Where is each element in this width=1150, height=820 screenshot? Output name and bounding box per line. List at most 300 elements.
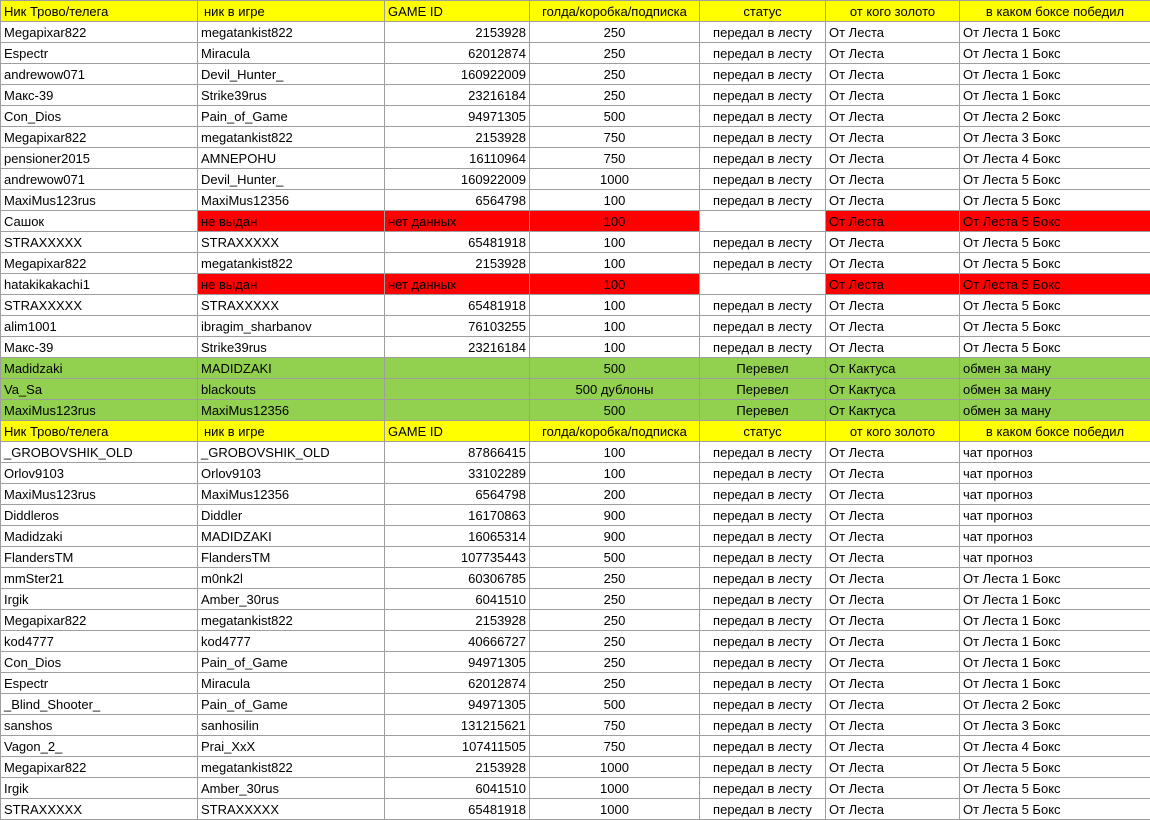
cell-game-nick[interactable]: Amber_30rus (198, 589, 385, 610)
cell-tracker-nick[interactable]: andrewow071 (1, 169, 198, 190)
cell-game-id[interactable]: 6564798 (385, 190, 530, 211)
cell-gold-source[interactable]: От Леста (826, 463, 960, 484)
cell-status[interactable]: передал в лесту (700, 505, 826, 526)
cell-tracker-nick[interactable]: Сашок (1, 211, 198, 232)
cell-game-nick[interactable]: megatankist822 (198, 22, 385, 43)
cell-game-id[interactable]: 87866415 (385, 442, 530, 463)
cell-tracker-nick[interactable]: Megapixar822 (1, 610, 198, 631)
cell-box-won[interactable]: От Леста 1 Бокс (960, 589, 1150, 610)
cell-game-id[interactable]: 6564798 (385, 484, 530, 505)
table-row (1, 400, 1150, 421)
cell-game-nick[interactable]: не выдан (198, 274, 385, 295)
cell-status[interactable]: передал в лесту (700, 484, 826, 505)
table-row (1, 631, 1150, 652)
cell-gold-source[interactable]: От Леста (826, 106, 960, 127)
cell-game-nick[interactable]: Prai_XxX (198, 736, 385, 757)
cell-game-id[interactable]: 6041510 (385, 778, 530, 799)
table-row (1, 211, 1150, 232)
header-cell-game-nick[interactable]: ник в игре (198, 421, 385, 442)
cell-gold-amount[interactable]: 500 (530, 547, 700, 568)
cell-status[interactable]: передал в лесту (700, 526, 826, 547)
cell-game-nick[interactable]: ibragim_sharbanov (198, 316, 385, 337)
cell-game-id[interactable]: 2153928 (385, 610, 530, 631)
cell-gold-source[interactable]: От Леста (826, 610, 960, 631)
cell-box-won[interactable]: чат прогноз (960, 463, 1150, 484)
header-cell-game-nick[interactable]: ник в игре (198, 1, 385, 22)
cell-status[interactable]: передал в лесту (700, 190, 826, 211)
cell-game-id[interactable]: нет данных (385, 211, 530, 232)
cell-box-won[interactable]: От Леста 1 Бокс (960, 631, 1150, 652)
cell-box-won[interactable]: От Леста 2 Бокс (960, 694, 1150, 715)
cell-gold-source[interactable]: От Леста (826, 589, 960, 610)
cell-tracker-nick[interactable]: Megapixar822 (1, 253, 198, 274)
cell-box-won[interactable]: чат прогноз (960, 526, 1150, 547)
cell-box-won[interactable]: От Леста 5 Бокс (960, 799, 1150, 820)
cell-game-nick[interactable]: не выдан (198, 211, 385, 232)
cell-tracker-nick[interactable]: Espectr (1, 673, 198, 694)
cell-game-nick[interactable]: Devil_Hunter_ (198, 169, 385, 190)
cell-box-won[interactable]: От Леста 5 Бокс (960, 190, 1150, 211)
cell-gold-amount[interactable]: 250 (530, 43, 700, 64)
cell-gold-source[interactable]: От Кактуса (826, 400, 960, 421)
cell-box-won[interactable]: От Леста 5 Бокс (960, 316, 1150, 337)
cell-status[interactable]: передал в лесту (700, 673, 826, 694)
table-row (1, 757, 1150, 778)
cell-status[interactable] (700, 274, 826, 295)
cell-gold-source[interactable]: От Леста (826, 169, 960, 190)
table-row (1, 715, 1150, 736)
cell-gold-amount[interactable]: 100 (530, 442, 700, 463)
cell-status[interactable]: Перевел (700, 358, 826, 379)
cell-game-id[interactable]: 160922009 (385, 169, 530, 190)
cell-box-won[interactable]: обмен за ману (960, 379, 1150, 400)
cell-game-id[interactable]: 94971305 (385, 106, 530, 127)
cell-game-nick[interactable]: MaxiMus12356 (198, 484, 385, 505)
table-row (1, 673, 1150, 694)
cell-tracker-nick[interactable]: andrewow071 (1, 64, 198, 85)
header-cell-tracker-nick[interactable]: Ник Трово/телега (1, 421, 198, 442)
cell-game-nick[interactable]: blackouts (198, 379, 385, 400)
cell-status[interactable]: передал в лесту (700, 22, 826, 43)
cell-gold-amount[interactable]: 500 дублоны (530, 379, 700, 400)
cell-tracker-nick[interactable]: Con_Dios (1, 106, 198, 127)
table-row (1, 169, 1150, 190)
cell-game-id[interactable]: 94971305 (385, 652, 530, 673)
cell-game-id[interactable]: 62012874 (385, 673, 530, 694)
header-row (1, 1, 1150, 22)
cell-status[interactable]: передал в лесту (700, 442, 826, 463)
cell-gold-source[interactable]: От Леста (826, 337, 960, 358)
cell-box-won[interactable]: От Леста 5 Бокс (960, 757, 1150, 778)
cell-gold-source[interactable]: От Леста (826, 85, 960, 106)
cell-game-nick[interactable]: MaxiMus12356 (198, 190, 385, 211)
cell-box-won[interactable]: чат прогноз (960, 547, 1150, 568)
cell-box-won[interactable]: От Леста 5 Бокс (960, 211, 1150, 232)
cell-status[interactable]: Перевел (700, 400, 826, 421)
cell-gold-amount[interactable]: 100 (530, 253, 700, 274)
cell-tracker-nick[interactable]: Irgik (1, 778, 198, 799)
cell-game-nick[interactable]: Strike39rus (198, 337, 385, 358)
header-cell-game-id[interactable]: GAME ID (385, 421, 530, 442)
cell-tracker-nick[interactable]: pensioner2015 (1, 148, 198, 169)
cell-box-won[interactable]: чат прогноз (960, 442, 1150, 463)
cell-game-nick[interactable]: FlandersTM (198, 547, 385, 568)
cell-tracker-nick[interactable]: alim1001 (1, 316, 198, 337)
cell-game-nick[interactable]: kod4777 (198, 631, 385, 652)
cell-status[interactable]: передал в лесту (700, 337, 826, 358)
header-cell-box-won[interactable]: в каком боксе победил (960, 1, 1150, 22)
cell-status[interactable]: передал в лесту (700, 568, 826, 589)
cell-game-nick[interactable]: Orlov9103 (198, 463, 385, 484)
table-row (1, 778, 1150, 799)
cell-status[interactable]: передал в лесту (700, 253, 826, 274)
cell-game-id[interactable]: 2153928 (385, 22, 530, 43)
cell-game-id[interactable]: 6041510 (385, 589, 530, 610)
header-cell-status[interactable]: статус (700, 421, 826, 442)
cell-gold-source[interactable]: От Леста (826, 295, 960, 316)
cell-status[interactable]: передал в лесту (700, 547, 826, 568)
cell-gold-amount[interactable]: 250 (530, 64, 700, 85)
table-row (1, 505, 1150, 526)
cell-gold-amount[interactable]: 500 (530, 358, 700, 379)
cell-status[interactable]: передал в лесту (700, 106, 826, 127)
cell-box-won[interactable]: От Леста 3 Бокс (960, 127, 1150, 148)
cell-gold-source[interactable]: От Кактуса (826, 358, 960, 379)
cell-gold-amount[interactable]: 900 (530, 505, 700, 526)
cell-game-id[interactable]: 62012874 (385, 43, 530, 64)
cell-gold-amount[interactable]: 250 (530, 589, 700, 610)
cell-tracker-nick[interactable]: Orlov9103 (1, 463, 198, 484)
cell-game-nick[interactable]: sanhosilin (198, 715, 385, 736)
header-cell-tracker-nick[interactable]: Ник Трово/телега (1, 1, 198, 22)
cell-gold-amount[interactable]: 500 (530, 694, 700, 715)
cell-gold-source[interactable]: От Леста (826, 736, 960, 757)
cell-gold-source[interactable]: От Леста (826, 148, 960, 169)
cell-box-won[interactable]: От Леста 5 Бокс (960, 169, 1150, 190)
cell-status[interactable]: передал в лесту (700, 85, 826, 106)
cell-gold-source[interactable]: От Леста (826, 715, 960, 736)
header-cell-status[interactable]: статус (700, 1, 826, 22)
table-row (1, 799, 1150, 820)
cell-gold-source[interactable]: От Леста (826, 253, 960, 274)
cell-gold-amount[interactable]: 250 (530, 85, 700, 106)
cell-tracker-nick[interactable]: Espectr (1, 43, 198, 64)
cell-status[interactable]: передал в лесту (700, 652, 826, 673)
cell-game-id[interactable]: 2153928 (385, 127, 530, 148)
cell-game-nick[interactable]: Miracula (198, 43, 385, 64)
cell-status[interactable]: передал в лесту (700, 64, 826, 85)
cell-gold-source[interactable]: От Леста (826, 757, 960, 778)
cell-tracker-nick[interactable]: Megapixar822 (1, 757, 198, 778)
cell-gold-amount[interactable]: 1000 (530, 757, 700, 778)
cell-game-nick[interactable]: Amber_30rus (198, 778, 385, 799)
cell-tracker-nick[interactable]: kod4777 (1, 631, 198, 652)
header-cell-gold-amount[interactable]: голда/коробка/подписка (530, 1, 700, 22)
header-cell-game-id[interactable]: GAME ID (385, 1, 530, 22)
cell-tracker-nick[interactable]: STRAXXXXX (1, 232, 198, 253)
cell-box-won[interactable]: чат прогноз (960, 484, 1150, 505)
cell-tracker-nick[interactable]: Madidzaki (1, 526, 198, 547)
cell-game-id[interactable]: 2153928 (385, 253, 530, 274)
table-row (1, 484, 1150, 505)
cell-tracker-nick[interactable]: MaxiMus123rus (1, 400, 198, 421)
cell-tracker-nick[interactable]: Макс-39 (1, 337, 198, 358)
cell-tracker-nick[interactable]: Con_Dios (1, 652, 198, 673)
cell-game-nick[interactable]: STRAXXXXX (198, 295, 385, 316)
table-row (1, 127, 1150, 148)
cell-game-nick[interactable]: megatankist822 (198, 253, 385, 274)
cell-game-nick[interactable]: STRAXXXXX (198, 799, 385, 820)
table-row (1, 295, 1150, 316)
cell-tracker-nick[interactable]: Megapixar822 (1, 127, 198, 148)
cell-box-won[interactable]: От Леста 5 Бокс (960, 253, 1150, 274)
cell-game-nick[interactable]: megatankist822 (198, 127, 385, 148)
cell-status[interactable]: передал в лесту (700, 295, 826, 316)
cell-gold-amount[interactable]: 100 (530, 463, 700, 484)
cell-game-id[interactable]: 16110964 (385, 148, 530, 169)
cell-game-id[interactable]: 94971305 (385, 694, 530, 715)
cell-game-id[interactable]: 76103255 (385, 316, 530, 337)
cell-box-won[interactable]: От Леста 2 Бокс (960, 106, 1150, 127)
cell-gold-amount[interactable]: 1000 (530, 169, 700, 190)
header-cell-gold-source[interactable]: от кого золото (826, 1, 960, 22)
cell-box-won[interactable]: обмен за ману (960, 400, 1150, 421)
cell-tracker-nick[interactable]: hatakikakachi1 (1, 274, 198, 295)
cell-game-id[interactable]: нет данных (385, 274, 530, 295)
cell-gold-amount[interactable]: 100 (530, 211, 700, 232)
cell-box-won[interactable]: От Леста 1 Бокс (960, 568, 1150, 589)
cell-tracker-nick[interactable]: MaxiMus123rus (1, 190, 198, 211)
cell-game-nick[interactable]: MADIDZAKI (198, 526, 385, 547)
header-cell-box-won[interactable]: в каком боксе победил (960, 421, 1150, 442)
cell-tracker-nick[interactable]: Diddleros (1, 505, 198, 526)
table-row (1, 85, 1150, 106)
cell-gold-source[interactable]: От Леста (826, 442, 960, 463)
cell-game-id[interactable]: 16065314 (385, 526, 530, 547)
cell-game-id[interactable]: 40666727 (385, 631, 530, 652)
cell-tracker-nick[interactable]: Irgik (1, 589, 198, 610)
cell-gold-amount[interactable]: 750 (530, 127, 700, 148)
cell-game-id[interactable]: 23216184 (385, 337, 530, 358)
cell-gold-source[interactable]: От Леста (826, 568, 960, 589)
cell-gold-amount[interactable]: 1000 (530, 799, 700, 820)
cell-game-id[interactable]: 65481918 (385, 295, 530, 316)
cell-game-nick[interactable]: MADIDZAKI (198, 358, 385, 379)
cell-gold-amount[interactable]: 750 (530, 715, 700, 736)
cell-gold-amount[interactable]: 200 (530, 484, 700, 505)
cell-gold-source[interactable]: От Леста (826, 505, 960, 526)
cell-box-won[interactable]: От Леста 1 Бокс (960, 85, 1150, 106)
cell-gold-source[interactable]: От Леста (826, 64, 960, 85)
cell-gold-amount[interactable]: 900 (530, 526, 700, 547)
cell-box-won[interactable]: От Леста 3 Бокс (960, 715, 1150, 736)
cell-gold-source[interactable]: От Леста (826, 652, 960, 673)
header-cell-gold-source[interactable]: от кого золото (826, 421, 960, 442)
cell-gold-source[interactable]: От Леста (826, 274, 960, 295)
cell-box-won[interactable]: От Леста 5 Бокс (960, 337, 1150, 358)
cell-status[interactable]: передал в лесту (700, 694, 826, 715)
table-row (1, 379, 1150, 400)
cell-game-nick[interactable]: Devil_Hunter_ (198, 64, 385, 85)
cell-gold-source[interactable]: От Леста (826, 211, 960, 232)
cell-game-nick[interactable]: AMNEPOHU (198, 148, 385, 169)
cell-game-id[interactable]: 23216184 (385, 85, 530, 106)
cell-game-nick[interactable]: _GROBOVSHIK_OLD (198, 442, 385, 463)
cell-gold-source[interactable]: От Леста (826, 22, 960, 43)
cell-game-id[interactable]: 60306785 (385, 568, 530, 589)
cell-status[interactable]: передал в лесту (700, 631, 826, 652)
cell-box-won[interactable]: От Леста 5 Бокс (960, 778, 1150, 799)
cell-gold-amount[interactable]: 100 (530, 274, 700, 295)
table-row (1, 316, 1150, 337)
cell-status[interactable]: передал в лесту (700, 589, 826, 610)
cell-status[interactable]: передал в лесту (700, 316, 826, 337)
cell-gold-amount[interactable]: 1000 (530, 778, 700, 799)
cell-box-won[interactable]: От Леста 1 Бокс (960, 22, 1150, 43)
cell-box-won[interactable]: От Леста 4 Бокс (960, 736, 1150, 757)
table-row (1, 736, 1150, 757)
cell-status[interactable]: передал в лесту (700, 757, 826, 778)
cell-tracker-nick[interactable]: Madidzaki (1, 358, 198, 379)
cell-game-id[interactable]: 107735443 (385, 547, 530, 568)
spreadsheet-body (1, 1, 1150, 820)
cell-status[interactable]: передал в лесту (700, 799, 826, 820)
cell-box-won[interactable]: От Леста 4 Бокс (960, 148, 1150, 169)
cell-game-nick[interactable]: Miracula (198, 673, 385, 694)
cell-gold-amount[interactable]: 100 (530, 232, 700, 253)
cell-game-nick[interactable]: m0nk2l (198, 568, 385, 589)
cell-game-id[interactable]: 131215621 (385, 715, 530, 736)
cell-gold-source[interactable]: От Леста (826, 526, 960, 547)
cell-gold-amount[interactable]: 100 (530, 316, 700, 337)
cell-gold-amount[interactable]: 100 (530, 190, 700, 211)
cell-gold-amount[interactable]: 250 (530, 610, 700, 631)
cell-box-won[interactable]: От Леста 1 Бокс (960, 652, 1150, 673)
cell-gold-amount[interactable]: 750 (530, 148, 700, 169)
cell-game-id[interactable] (385, 358, 530, 379)
cell-tracker-nick[interactable]: _GROBOVSHIK_OLD (1, 442, 198, 463)
cell-gold-source[interactable]: От Леста (826, 190, 960, 211)
cell-gold-source[interactable]: От Леста (826, 694, 960, 715)
table-row (1, 64, 1150, 85)
cell-game-nick[interactable]: megatankist822 (198, 610, 385, 631)
cell-game-id[interactable]: 33102289 (385, 463, 530, 484)
cell-status[interactable]: передал в лесту (700, 232, 826, 253)
cell-gold-source[interactable]: От Леста (826, 316, 960, 337)
cell-status[interactable]: передал в лесту (700, 169, 826, 190)
cell-game-nick[interactable]: Pain_of_Game (198, 652, 385, 673)
cell-status[interactable]: передал в лесту (700, 463, 826, 484)
cell-status[interactable]: Перевел (700, 379, 826, 400)
cell-tracker-nick[interactable]: Vagon_2_ (1, 736, 198, 757)
cell-game-nick[interactable]: megatankist822 (198, 757, 385, 778)
cell-gold-source[interactable]: От Леста (826, 127, 960, 148)
cell-tracker-nick[interactable]: sanshos (1, 715, 198, 736)
cell-gold-source[interactable]: От Леста (826, 484, 960, 505)
cell-gold-source[interactable]: От Леста (826, 673, 960, 694)
cell-game-nick[interactable]: Diddler (198, 505, 385, 526)
table-row (1, 253, 1150, 274)
cell-game-id[interactable]: 160922009 (385, 64, 530, 85)
cell-status[interactable]: передал в лесту (700, 148, 826, 169)
cell-status[interactable]: передал в лесту (700, 43, 826, 64)
cell-gold-amount[interactable]: 100 (530, 295, 700, 316)
cell-box-won[interactable]: От Леста 1 Бокс (960, 610, 1150, 631)
cell-gold-source[interactable]: От Леста (826, 799, 960, 820)
cell-status[interactable]: передал в лесту (700, 127, 826, 148)
table-row (1, 190, 1150, 211)
cell-tracker-nick[interactable]: STRAXXXXX (1, 295, 198, 316)
cell-status[interactable]: передал в лесту (700, 610, 826, 631)
cell-game-id[interactable]: 16170863 (385, 505, 530, 526)
cell-box-won[interactable]: От Леста 1 Бокс (960, 673, 1150, 694)
cell-tracker-nick[interactable]: _Blind_Shooter_ (1, 694, 198, 715)
cell-tracker-nick[interactable]: Макс-39 (1, 85, 198, 106)
cell-box-won[interactable]: обмен за ману (960, 358, 1150, 379)
cell-gold-source[interactable]: От Леста (826, 631, 960, 652)
cell-game-id[interactable] (385, 379, 530, 400)
cell-status[interactable]: передал в лесту (700, 715, 826, 736)
cell-game-nick[interactable]: MaxiMus12356 (198, 400, 385, 421)
cell-game-nick[interactable]: Pain_of_Game (198, 694, 385, 715)
cell-gold-amount[interactable]: 500 (530, 400, 700, 421)
cell-tracker-nick[interactable]: STRAXXXXX (1, 799, 198, 820)
cell-status[interactable] (700, 211, 826, 232)
cell-tracker-nick[interactable]: mmSter21 (1, 568, 198, 589)
cell-game-id[interactable]: 65481918 (385, 232, 530, 253)
cell-box-won[interactable]: От Леста 1 Бокс (960, 64, 1150, 85)
cell-box-won[interactable]: От Леста 5 Бокс (960, 274, 1150, 295)
cell-tracker-nick[interactable]: Va_Sa (1, 379, 198, 400)
cell-gold-amount[interactable]: 250 (530, 631, 700, 652)
table-row (1, 232, 1150, 253)
cell-gold-source[interactable]: От Леста (826, 43, 960, 64)
cell-game-id[interactable]: 65481918 (385, 799, 530, 820)
cell-tracker-nick[interactable]: Megapixar822 (1, 22, 198, 43)
cell-gold-amount[interactable]: 100 (530, 337, 700, 358)
cell-gold-amount[interactable]: 250 (530, 22, 700, 43)
table-row (1, 274, 1150, 295)
cell-game-nick[interactable]: Pain_of_Game (198, 106, 385, 127)
table-row (1, 337, 1150, 358)
cell-game-id[interactable] (385, 400, 530, 421)
cell-box-won[interactable]: чат прогноз (960, 505, 1150, 526)
cell-gold-source[interactable]: От Леста (826, 778, 960, 799)
cell-box-won[interactable]: От Леста 5 Бокс (960, 295, 1150, 316)
cell-game-id[interactable]: 2153928 (385, 757, 530, 778)
cell-tracker-nick[interactable]: MaxiMus123rus (1, 484, 198, 505)
cell-game-nick[interactable]: Strike39rus (198, 85, 385, 106)
cell-gold-source[interactable]: От Леста (826, 547, 960, 568)
table-row (1, 463, 1150, 484)
header-cell-gold-amount[interactable]: голда/коробка/подписка (530, 421, 700, 442)
cell-status[interactable]: передал в лесту (700, 778, 826, 799)
cell-gold-amount[interactable]: 750 (530, 736, 700, 757)
cell-tracker-nick[interactable]: FlandersTM (1, 547, 198, 568)
cell-gold-amount[interactable]: 250 (530, 673, 700, 694)
cell-box-won[interactable]: От Леста 1 Бокс (960, 43, 1150, 64)
cell-status[interactable]: передал в лесту (700, 736, 826, 757)
cell-box-won[interactable]: От Леста 5 Бокс (960, 232, 1150, 253)
cell-game-nick[interactable]: STRAXXXXX (198, 232, 385, 253)
cell-gold-amount[interactable]: 250 (530, 568, 700, 589)
cell-gold-source[interactable]: От Леста (826, 232, 960, 253)
cell-gold-amount[interactable]: 250 (530, 652, 700, 673)
cell-game-id[interactable]: 107411505 (385, 736, 530, 757)
cell-gold-amount[interactable]: 500 (530, 106, 700, 127)
cell-gold-source[interactable]: От Кактуса (826, 379, 960, 400)
table-row (1, 22, 1150, 43)
